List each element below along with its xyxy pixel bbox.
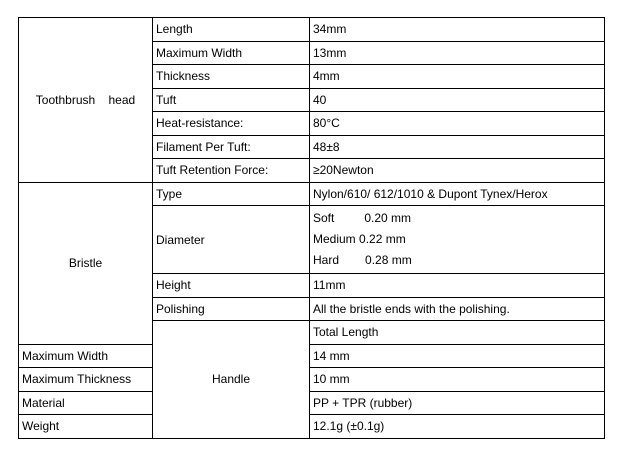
spec-value: Nylon/610/ 612/1010 & Dupont Tynex/Herox <box>310 182 605 206</box>
group-label-bristle: Bristle <box>19 182 153 344</box>
diameter-option-value: 0.22 mm <box>359 232 406 246</box>
table-row <box>19 18 605 42</box>
spec-label: Height <box>153 274 310 298</box>
diameter-option-name: Hard <box>313 253 340 267</box>
spec-label: Tuft <box>153 88 310 112</box>
table-row <box>19 344 605 368</box>
spec-value: All the bristle ends with the polishing. <box>310 297 605 321</box>
spec-label: Weight <box>19 415 153 439</box>
spec-value: 12.1g (±0.1g) <box>310 415 605 439</box>
diameter-option-name: Soft <box>313 211 335 225</box>
spec-label: Maximum Thickness <box>19 368 153 392</box>
spec-value: PP + TPR (rubber) <box>310 391 605 415</box>
spec-value: 80°C <box>310 112 605 136</box>
table-row <box>19 368 605 392</box>
spec-table <box>18 17 605 439</box>
table-row <box>19 182 605 206</box>
spec-value: 10 mm <box>310 368 605 392</box>
spec-label: Tuft Retention Force: <box>153 159 310 183</box>
table-row <box>19 391 605 415</box>
diameter-option-hard <box>313 250 601 271</box>
diameter-options <box>310 206 605 274</box>
spec-value: 40 <box>310 88 605 112</box>
spec-value: ≥20Newton <box>310 159 605 183</box>
spec-label: Type <box>153 182 310 206</box>
diameter-option-soft <box>313 208 601 229</box>
diameter-option-name: Medium <box>313 232 356 246</box>
group-label-toothbrush-head: Toothbrush head <box>19 18 153 183</box>
spec-value: 14 mm <box>310 344 605 368</box>
spec-label: Diameter <box>153 206 310 274</box>
spec-value: 11mm <box>310 274 605 298</box>
spec-value: 4mm <box>310 65 605 89</box>
spec-value: 48±8 <box>310 135 605 159</box>
diameter-option-value: 0.20 mm <box>364 211 412 225</box>
spec-label: Material <box>19 391 153 415</box>
spec-label: Total Length <box>310 321 605 345</box>
spec-label: Maximum Width <box>153 41 310 65</box>
diameter-option-value: 0.28 mm <box>365 253 412 267</box>
spec-label: Heat-resistance: <box>153 112 310 136</box>
spec-label: Maximum Width <box>19 344 153 368</box>
diameter-option-medium <box>313 229 601 250</box>
group-label-handle: Handle <box>153 321 310 439</box>
spec-label: Length <box>153 18 310 42</box>
spec-label: Polishing <box>153 297 310 321</box>
spec-value: 34mm <box>310 18 605 42</box>
spec-label: Thickness <box>153 65 310 89</box>
spec-label: Filament Per Tuft: <box>153 135 310 159</box>
spec-value: 13mm <box>310 41 605 65</box>
table-row <box>19 415 605 439</box>
